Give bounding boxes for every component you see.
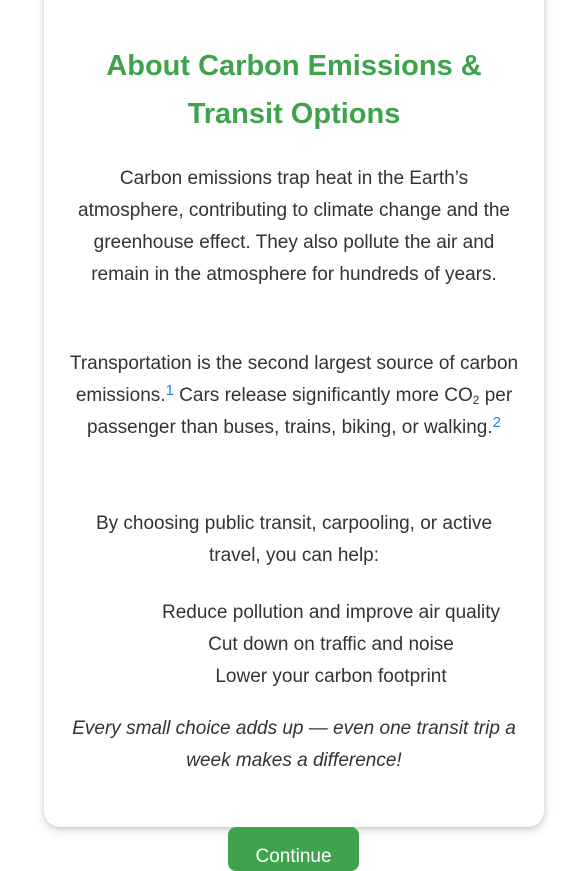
- help-paragraph: By choosing public transit, carpooling, or active travel, you can help:: [95, 513, 493, 566]
- closing-message: Every small choice adds up — even one transit trip a week makes a difference!: [72, 718, 516, 771]
- transport-text-2: Cars release significantly more CO: [173, 385, 473, 406]
- co2-subscript: 2: [472, 393, 480, 407]
- continue-button[interactable]: Continue: [228, 827, 359, 871]
- title-line-1: About Carbon Emissions &: [106, 50, 482, 82]
- footnote-link-2[interactable]: 2: [492, 414, 501, 431]
- info-card: [44, 0, 544, 827]
- benefit-item: Reduce pollution and improve air quality: [162, 602, 500, 623]
- title-line-2: Transit Options: [187, 98, 401, 130]
- footnote-link-1[interactable]: 1: [165, 382, 174, 399]
- benefit-item: Lower your carbon footprint: [215, 666, 447, 687]
- transport-paragraph: [68, 348, 520, 444]
- benefits-list: [68, 597, 520, 693]
- benefit-item: Cut down on traffic and noise: [208, 634, 454, 655]
- transport-text-3: per passenger than buses, trains, biking, or walking.: [87, 385, 513, 438]
- transport-text-1: Transportation is the second largest source of carbon emissions.: [69, 353, 519, 406]
- intro-paragraph: Carbon emissions trap heat in the Earth’s atmosphere, contributing to climate change and the greenhouse effect. They also pollute the air and remain in the atmosphere for hundreds of years.: [78, 168, 510, 285]
- card-title: [44, 42, 544, 138]
